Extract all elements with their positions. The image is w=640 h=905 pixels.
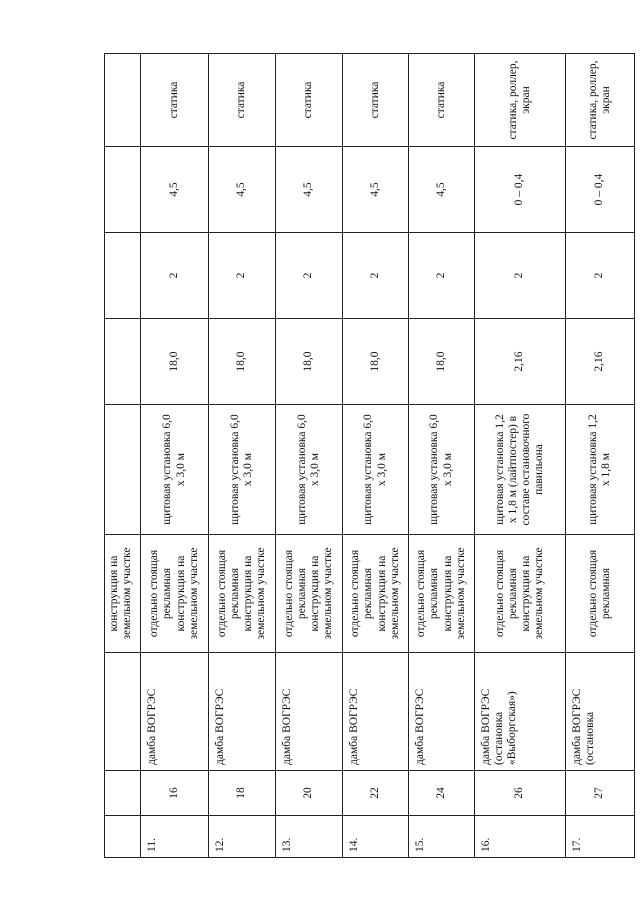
rotated-table-wrapper <box>104 54 624 858</box>
cell-technology: статика <box>141 54 209 147</box>
cell-technology: статика, роллер, экран <box>566 54 635 147</box>
cell-address: дамба ВОГРЭС <box>276 653 343 771</box>
cell-placement-type: конструкция на земельном участке <box>105 535 141 653</box>
advertising-structures-table <box>104 53 635 858</box>
cell-lot: 26 <box>475 771 566 816</box>
cell-placement-type: отдельно стоящая рекламная конструкция на земельном участке <box>276 535 343 653</box>
cell-num: 17. <box>566 816 635 858</box>
cell-height: 4,5 <box>141 147 209 233</box>
cell-construction-type: щитовая установка 6,0 х 3,0 м <box>409 405 475 535</box>
cell-num: 14. <box>343 816 409 858</box>
cell-placement-type: отдельно стоящая рекламная конструкция на земельном участке <box>343 535 409 653</box>
cell-height <box>105 147 141 233</box>
cell-construction-type: щитовая установка 6,0 х 3,0 м <box>141 405 209 535</box>
cell-sides: 2 <box>209 233 276 319</box>
cell-technology: статика <box>276 54 343 147</box>
cell-construction-type: щитовая установка 6,0 х 3,0 м <box>209 405 276 535</box>
table-row <box>276 54 343 858</box>
cell-num: 12. <box>209 816 276 858</box>
cell-num: 11. <box>141 816 209 858</box>
cell-placement-type: отдельно стоящая рекламная <box>566 535 635 653</box>
cell-lot: 18 <box>209 771 276 816</box>
cell-address: дамба ВОГРЭС (остановка «Выборгская») <box>475 653 566 771</box>
cell-address: дамба ВОГРЭС <box>141 653 209 771</box>
cell-placement-type: отдельно стоящая рекламная конструкция на земельном участке <box>209 535 276 653</box>
cell-placement-type: отдельно стоящая рекламная конструкция на земельном участке <box>475 535 566 653</box>
cell-placement-type: отдельно стоящая рекламная конструкция на земельном участке <box>141 535 209 653</box>
cell-address: дамба ВОГРЭС <box>409 653 475 771</box>
cell-num: 15. <box>409 816 475 858</box>
table-row <box>209 54 276 858</box>
cell-sides: 2 <box>475 233 566 319</box>
cell-height: 4,5 <box>276 147 343 233</box>
cell-area: 18,0 <box>141 319 209 405</box>
cell-height: 4,5 <box>343 147 409 233</box>
cell-technology: статика <box>409 54 475 147</box>
cell-lot: 24 <box>409 771 475 816</box>
cell-lot: 16 <box>141 771 209 816</box>
cell-area: 18,0 <box>343 319 409 405</box>
cell-sides: 2 <box>276 233 343 319</box>
cell-num <box>105 816 141 858</box>
cell-area: 2,16 <box>475 319 566 405</box>
cell-sides: 2 <box>566 233 635 319</box>
cell-num: 16. <box>475 816 566 858</box>
cell-address: дамба ВОГРЭС <box>343 653 409 771</box>
cell-lot: 27 <box>566 771 635 816</box>
cell-construction-type: щитовая установка 1,2 х 1,8 м <box>566 405 635 535</box>
cell-technology: статика <box>209 54 276 147</box>
cell-construction-type: щитовая установка 6,0 х 3,0 м <box>276 405 343 535</box>
cell-address: дамба ВОГРЭС (остановка <box>566 653 635 771</box>
table-row <box>409 54 475 858</box>
cell-area: 2,16 <box>566 319 635 405</box>
cell-sides: 2 <box>343 233 409 319</box>
cell-technology: статика <box>343 54 409 147</box>
cell-height: 4,5 <box>209 147 276 233</box>
cell-area: 18,0 <box>276 319 343 405</box>
table-row <box>343 54 409 858</box>
cell-area: 18,0 <box>409 319 475 405</box>
cell-height: 4,5 <box>409 147 475 233</box>
cell-construction-type <box>105 405 141 535</box>
table-row <box>141 54 209 858</box>
cell-sides: 2 <box>409 233 475 319</box>
cell-technology: статика, роллер, экран <box>475 54 566 147</box>
cell-lot <box>105 771 141 816</box>
cell-lot: 20 <box>276 771 343 816</box>
table-row <box>475 54 566 858</box>
cell-num: 13. <box>276 816 343 858</box>
cell-sides <box>105 233 141 319</box>
cell-area <box>105 319 141 405</box>
table-row <box>566 54 635 858</box>
cell-technology <box>105 54 141 147</box>
table-row-continuation <box>105 54 141 858</box>
cell-area: 18,0 <box>209 319 276 405</box>
cell-address: дамба ВОГРЭС <box>209 653 276 771</box>
cell-height: 0 – 0,4 <box>475 147 566 233</box>
cell-placement-type: отдельно стоящая рекламная конструкция на земельном участке <box>409 535 475 653</box>
cell-construction-type: щитовая установка 6,0 х 3,0 м <box>343 405 409 535</box>
cell-address <box>105 653 141 771</box>
cell-sides: 2 <box>141 233 209 319</box>
cell-height: 0 – 0,4 <box>566 147 635 233</box>
cell-construction-type: щитовая установка 1,2 х 1,8 м (лайтпостер) в составе остановочного павильона <box>475 405 566 535</box>
cell-lot: 22 <box>343 771 409 816</box>
